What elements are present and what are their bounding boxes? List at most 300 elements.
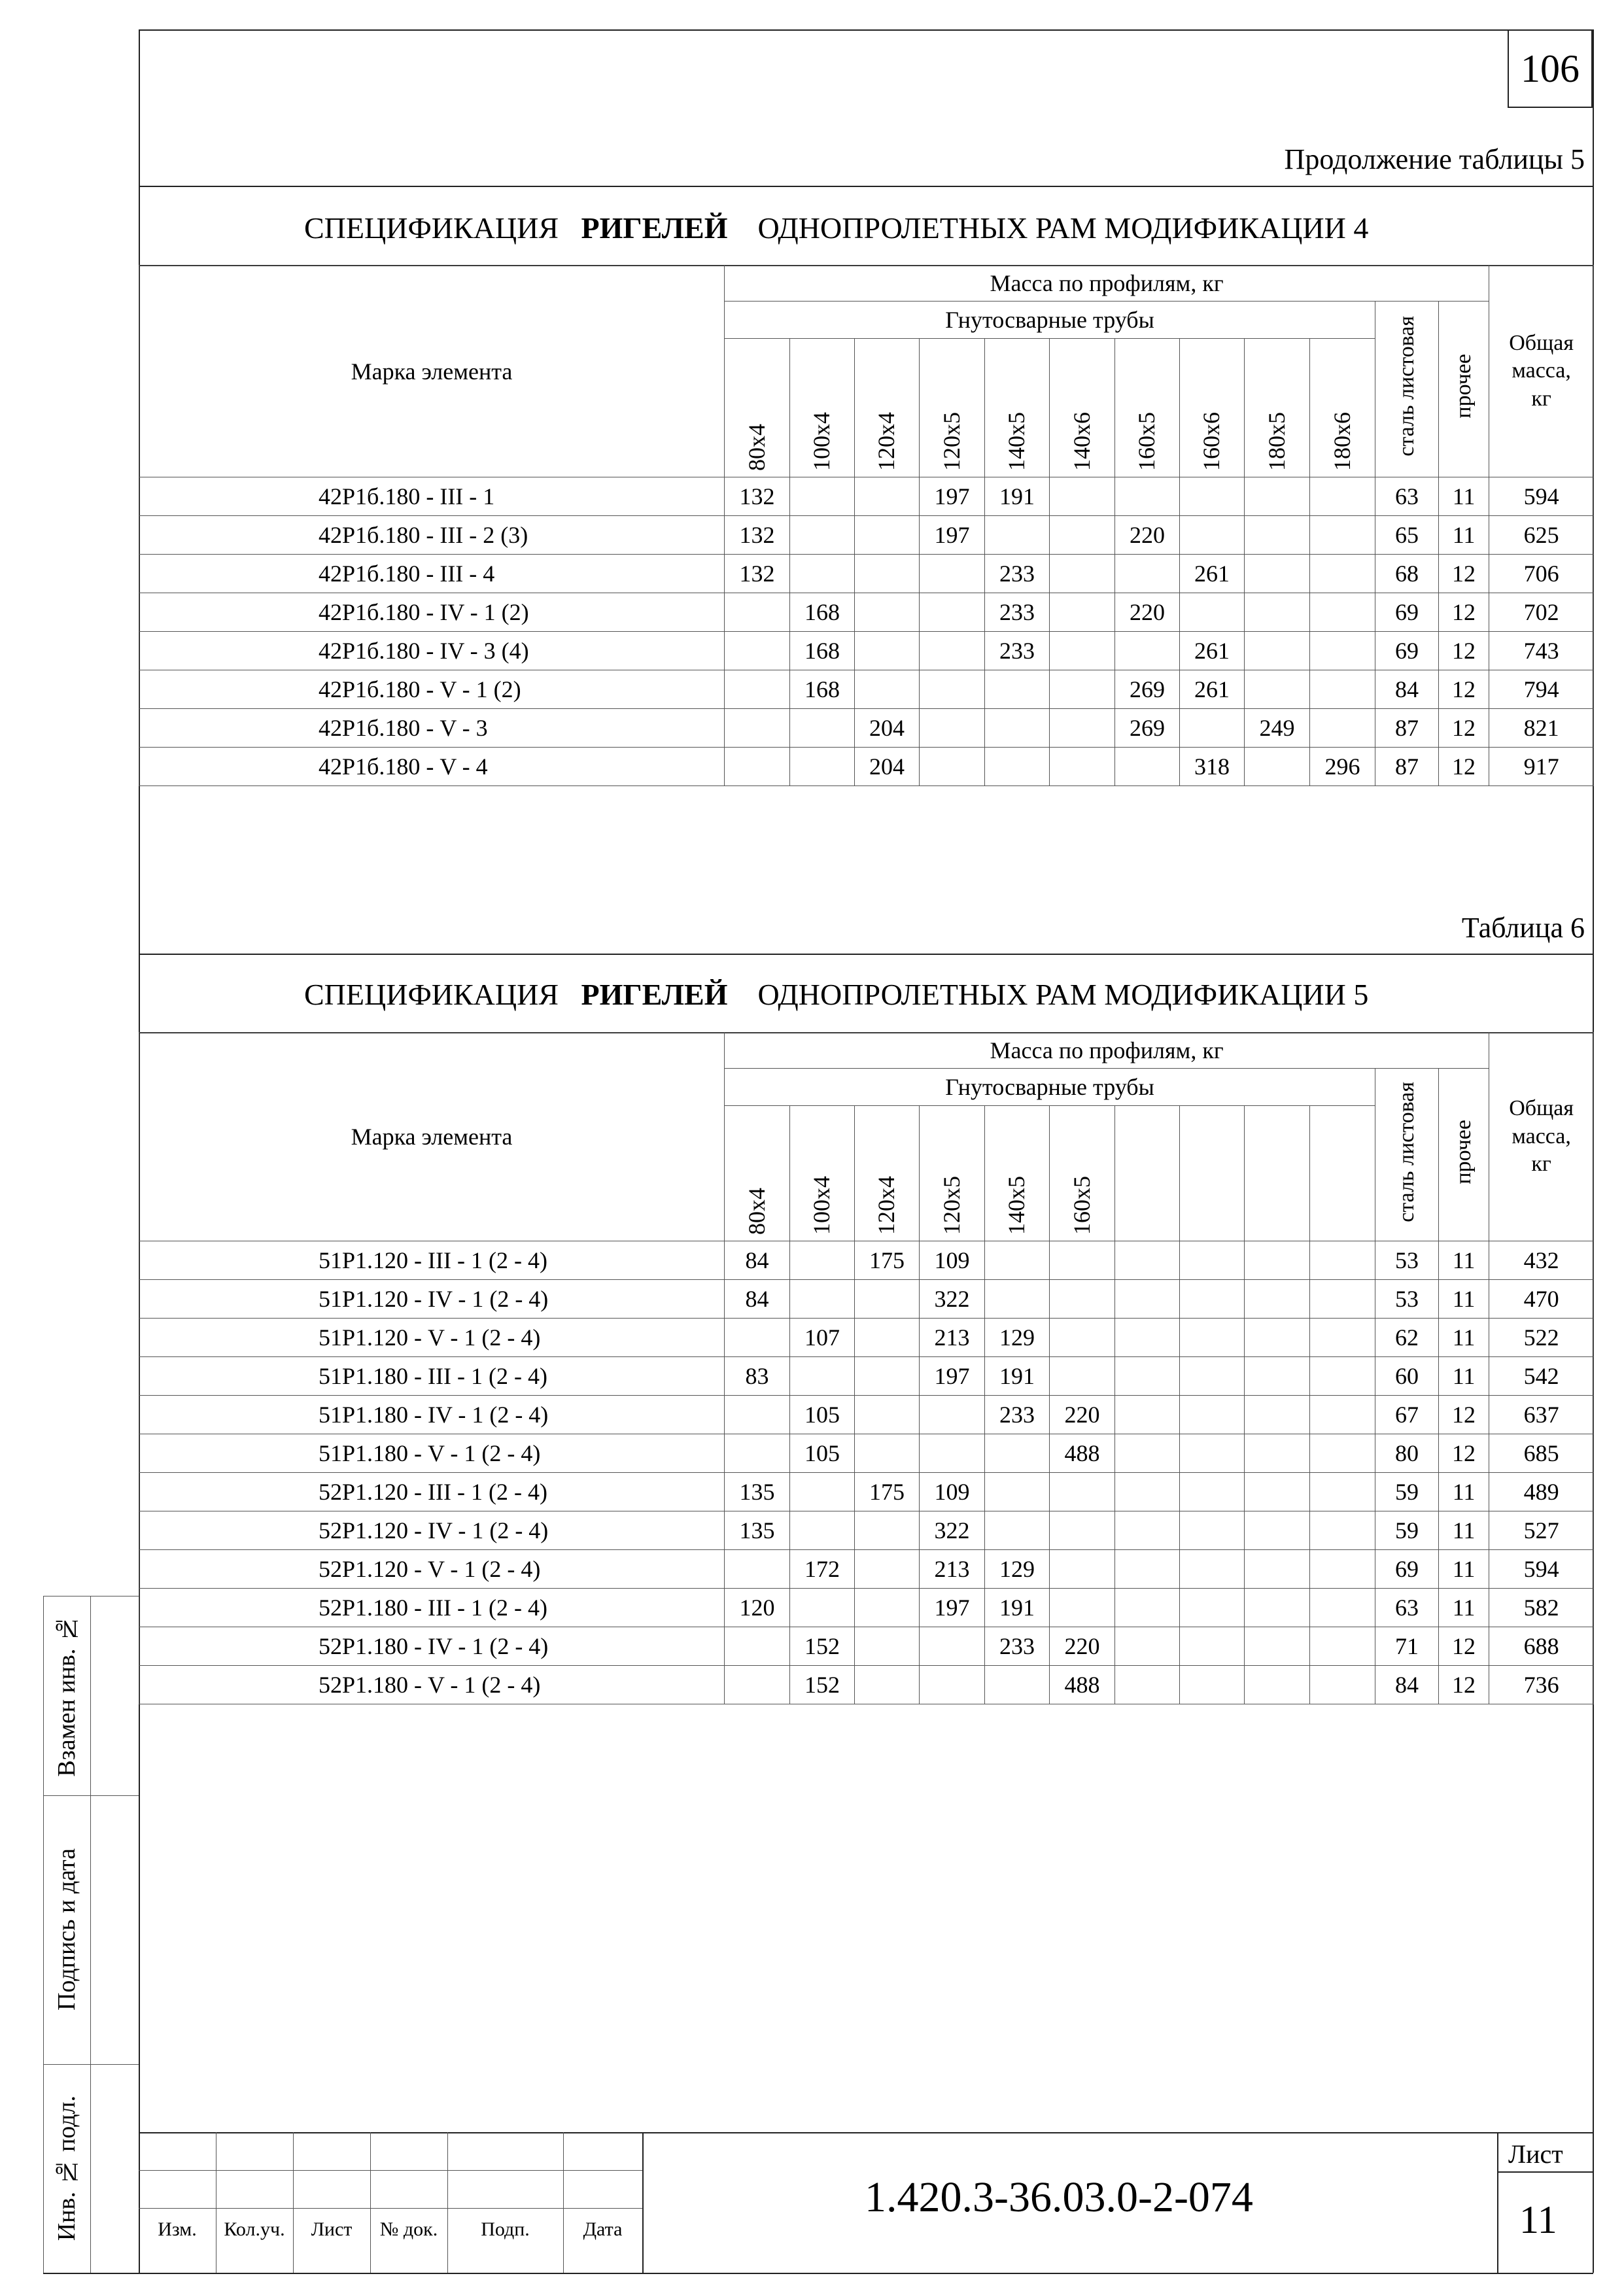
row-mass-cell: [855, 1550, 920, 1589]
profile-header: [920, 1106, 985, 1241]
row-total: 685: [1489, 1434, 1594, 1473]
row-mass-cell: 213: [920, 1550, 985, 1589]
profile-header: [1050, 1106, 1115, 1241]
header-steel-cell: [1375, 1069, 1439, 1241]
sidebar-inventory-cell: [43, 2064, 90, 2273]
row-mass-cell: [855, 1511, 920, 1550]
row-total: 489: [1489, 1473, 1594, 1511]
header-steel: сталь листовая: [1394, 1081, 1419, 1222]
stamp-sheet-left-line: [1497, 2132, 1498, 2273]
row-mass-cell: [920, 632, 985, 670]
row-mass-cell: [985, 516, 1050, 555]
table-row: [139, 555, 1594, 593]
row-mass-cell: 269: [1115, 670, 1180, 709]
row-mass-cell: [1050, 1241, 1115, 1280]
row-mass-cell: 197: [920, 1357, 985, 1396]
row-mass-cell: [1050, 1319, 1115, 1357]
profile-header: [1180, 1106, 1245, 1241]
row-mass-cell: [1245, 1627, 1310, 1666]
row-mass-cell: [855, 1434, 920, 1473]
stamp-col-line-6: [642, 2132, 644, 2273]
header-total-1: Общая: [1509, 330, 1574, 355]
table5-title-post: ОДНОПРОЛЕТНЫХ РАМ МОДИФИКАЦИИ 4: [757, 211, 1369, 245]
profile-header-label: 160х5: [1133, 412, 1160, 471]
row-mass-cell: 83: [725, 1357, 790, 1396]
profile-header-label: 120х4: [873, 1176, 900, 1235]
profile-header: [855, 1106, 920, 1241]
row-mass-cell: [1180, 1550, 1245, 1589]
row-mass-cell: [1115, 1280, 1180, 1319]
profile-header-label: 100х4: [808, 412, 835, 471]
row-mass-cell: [985, 670, 1050, 709]
row-mass-cell: [1180, 1280, 1245, 1319]
stamp-izm: Изм.: [158, 2218, 197, 2240]
profile-header-label: 120х4: [873, 412, 900, 471]
row-steel: 68: [1375, 555, 1439, 593]
row-mass-cell: [790, 555, 855, 593]
row-mark: 42Р1б.180 - III - 1: [139, 477, 725, 516]
profile-header-label: 180х5: [1263, 412, 1290, 471]
sheet-label: Лист: [1508, 2139, 1563, 2169]
stamp-ndoc: № док.: [379, 2218, 438, 2240]
row-mass-cell: [1310, 1627, 1375, 1666]
row-mass-cell: [1050, 632, 1115, 670]
row-mark: 42Р1б.180 - V - 1 (2): [139, 670, 725, 709]
header-steel-cell: [1375, 302, 1439, 477]
row-mass-cell: [1115, 1589, 1180, 1627]
row-mass-cell: [725, 632, 790, 670]
row-mass-cell: [1245, 1241, 1310, 1280]
table-row: [139, 1319, 1594, 1357]
row-mass-cell: [790, 1473, 855, 1511]
row-mass-cell: 191: [985, 477, 1050, 516]
row-mass-cell: [725, 748, 790, 786]
row-mass-cell: [1050, 1280, 1115, 1319]
header-mass: Масса по профилям, кг: [725, 1033, 1489, 1069]
table-row: [139, 1550, 1594, 1589]
row-mass-cell: 197: [920, 477, 985, 516]
row-mass-cell: 132: [725, 477, 790, 516]
row-steel: 60: [1375, 1357, 1439, 1396]
table-row: [139, 1280, 1594, 1319]
sidebar-replace-cell: [43, 1596, 90, 1795]
row-mass-cell: 233: [985, 632, 1050, 670]
sidebar-signature: Подпись и дата: [53, 1848, 80, 2011]
row-other: 11: [1439, 1589, 1489, 1627]
header-total-2: масса,: [1512, 1124, 1571, 1148]
row-total: 522: [1489, 1319, 1594, 1357]
row-mass-cell: [1180, 1396, 1245, 1434]
row-mass-cell: [1245, 1357, 1310, 1396]
table5-title-bold: РИГЕЛЕЙ: [581, 211, 728, 245]
row-mass-cell: 261: [1180, 670, 1245, 709]
row-mass-cell: [920, 555, 985, 593]
row-mass-cell: [985, 1511, 1050, 1550]
row-other: 11: [1439, 1357, 1489, 1396]
row-mass-cell: 269: [1115, 709, 1180, 748]
row-mass-cell: [725, 1434, 790, 1473]
profile-header: [985, 339, 1050, 477]
row-mass-cell: [1115, 1666, 1180, 1704]
stamp-col-line-5: [563, 2132, 564, 2273]
header-total-3: кг: [1531, 386, 1551, 411]
table-row: [139, 1473, 1594, 1511]
row-total: 527: [1489, 1511, 1594, 1550]
row-mass-cell: [1050, 555, 1115, 593]
table-row: [139, 1666, 1594, 1704]
stamp-row-line-2: [139, 2208, 642, 2209]
row-mass-cell: [1050, 1357, 1115, 1396]
row-total: 594: [1489, 1550, 1594, 1589]
table-row: [139, 477, 1594, 516]
row-total: 594: [1489, 477, 1594, 516]
table-row: [139, 709, 1594, 748]
row-mass-cell: 175: [855, 1241, 920, 1280]
table-row: [139, 1434, 1594, 1473]
table6-title-bold: РИГЕЛЕЙ: [581, 978, 728, 1011]
stamp-kol: Кол.уч.: [224, 2218, 285, 2240]
header-other-cell: [1439, 302, 1489, 477]
row-steel: 69: [1375, 632, 1439, 670]
row-mass-cell: 233: [985, 1396, 1050, 1434]
row-mass-cell: 233: [985, 593, 1050, 632]
row-mass-cell: 175: [855, 1473, 920, 1511]
row-total: 743: [1489, 632, 1594, 670]
row-mass-cell: [1245, 516, 1310, 555]
row-mass-cell: [1310, 1434, 1375, 1473]
row-other: 11: [1439, 1473, 1489, 1511]
row-mass-cell: [725, 1550, 790, 1589]
header-total: [1489, 1033, 1594, 1241]
row-mass-cell: [1115, 555, 1180, 593]
row-steel: 67: [1375, 1396, 1439, 1434]
row-mass-cell: [920, 1396, 985, 1434]
row-mass-cell: [1180, 1319, 1245, 1357]
row-mass-cell: [1115, 748, 1180, 786]
row-mass-cell: [725, 593, 790, 632]
profile-header-label: 140х6: [1068, 412, 1095, 471]
profile-header-label: 120х5: [938, 412, 965, 471]
row-mass-cell: [920, 1627, 985, 1666]
row-mass-cell: 105: [790, 1434, 855, 1473]
profile-header: [920, 339, 985, 477]
row-mass-cell: 318: [1180, 748, 1245, 786]
row-mass-cell: [855, 1319, 920, 1357]
row-mass-cell: [725, 1319, 790, 1357]
row-mass-cell: 204: [855, 748, 920, 786]
table-row: [139, 632, 1594, 670]
row-mass-cell: [985, 1473, 1050, 1511]
row-mass-cell: 322: [920, 1280, 985, 1319]
row-mass-cell: [1245, 1396, 1310, 1434]
row-mass-cell: [855, 516, 920, 555]
table5: [139, 265, 1594, 786]
header-mark: Марка элемента: [139, 1033, 725, 1241]
stamp-col-line-3: [370, 2132, 371, 2273]
row-mass-cell: [790, 477, 855, 516]
row-mass-cell: [920, 1434, 985, 1473]
row-mass-cell: [1115, 1241, 1180, 1280]
stamp-list: Лист: [311, 2218, 353, 2240]
profile-header-label: 160х6: [1198, 412, 1225, 471]
row-steel: 63: [1375, 477, 1439, 516]
stamp-data: Дата: [583, 2218, 623, 2240]
row-mass-cell: [855, 555, 920, 593]
profile-header: [1180, 339, 1245, 477]
row-mass-cell: [920, 670, 985, 709]
header-steel: сталь листовая: [1394, 316, 1419, 457]
row-mass-cell: [855, 593, 920, 632]
row-mass-cell: 168: [790, 670, 855, 709]
row-mass-cell: 129: [985, 1319, 1050, 1357]
header-total-3: кг: [1531, 1152, 1551, 1177]
row-mark: 52Р1.180 - III - 1 (2 - 4): [139, 1589, 725, 1627]
row-steel: 87: [1375, 748, 1439, 786]
profile-header: [985, 1106, 1050, 1241]
profile-header: [1050, 339, 1115, 477]
profile-header: [1245, 339, 1310, 477]
row-mass-cell: [855, 1589, 920, 1627]
table6-title: [304, 977, 1368, 1012]
row-mass-cell: 296: [1310, 748, 1375, 786]
profile-header: [725, 1106, 790, 1241]
row-other: 11: [1439, 1241, 1489, 1280]
row-mass-cell: 197: [920, 516, 985, 555]
row-mass-cell: [1245, 1280, 1310, 1319]
row-mass-cell: 249: [1245, 709, 1310, 748]
row-other: 11: [1439, 1280, 1489, 1319]
row-mass-cell: 152: [790, 1666, 855, 1704]
row-mass-cell: [1245, 1511, 1310, 1550]
table6-caption: Таблица 6: [1461, 912, 1585, 944]
row-total: 637: [1489, 1396, 1594, 1434]
row-other: 12: [1439, 555, 1489, 593]
table-row: [139, 1627, 1594, 1666]
row-steel: 53: [1375, 1280, 1439, 1319]
row-mass-cell: [1245, 748, 1310, 786]
row-mark: 52Р1.180 - IV - 1 (2 - 4): [139, 1627, 725, 1666]
row-mass-cell: [1180, 1241, 1245, 1280]
row-mass-cell: 191: [985, 1589, 1050, 1627]
row-mass-cell: [855, 632, 920, 670]
row-total: 432: [1489, 1241, 1594, 1280]
row-mass-cell: [855, 1627, 920, 1666]
row-mass-cell: 220: [1050, 1627, 1115, 1666]
row-mass-cell: [1050, 1589, 1115, 1627]
profile-header-label: 120х5: [938, 1176, 965, 1235]
row-mass-cell: 152: [790, 1627, 855, 1666]
header-mark: Марка элемента: [139, 266, 725, 477]
row-mark: 42Р1б.180 - III - 4: [139, 555, 725, 593]
row-mark: 42Р1б.180 - V - 4: [139, 748, 725, 786]
row-other: 12: [1439, 1434, 1489, 1473]
table5-caption: Продолжение таблицы 5: [1284, 143, 1585, 175]
page-number-text: 106: [1521, 46, 1580, 90]
row-mass-cell: [1245, 1319, 1310, 1357]
row-mass-cell: [1115, 1357, 1180, 1396]
row-steel: 65: [1375, 516, 1439, 555]
row-mass-cell: [1245, 1550, 1310, 1589]
row-mass-cell: [1115, 1434, 1180, 1473]
row-mass-cell: [920, 709, 985, 748]
row-mass-cell: [1180, 477, 1245, 516]
row-mass-cell: [1310, 1550, 1375, 1589]
row-mass-cell: [1050, 670, 1115, 709]
stamp-sheet-divider: [1497, 2171, 1593, 2173]
row-mass-cell: [1115, 1550, 1180, 1589]
row-mass-cell: 168: [790, 593, 855, 632]
sidebar-replace: Взамен инв. №: [53, 1614, 80, 1777]
stamp-col-line-2: [293, 2132, 294, 2273]
header-total-1: Общая: [1509, 1096, 1574, 1121]
row-mass-cell: [1310, 1357, 1375, 1396]
row-mass-cell: [1310, 1473, 1375, 1511]
row-mass-cell: [985, 1434, 1050, 1473]
row-mass-cell: 233: [985, 1627, 1050, 1666]
row-mark: 42Р1б.180 - IV - 1 (2): [139, 593, 725, 632]
row-mark: 42Р1б.180 - III - 2 (3): [139, 516, 725, 555]
row-other: 12: [1439, 709, 1489, 748]
row-mass-cell: 261: [1180, 555, 1245, 593]
row-mass-cell: [985, 1280, 1050, 1319]
row-mass-cell: [1310, 516, 1375, 555]
row-mass-cell: [1050, 709, 1115, 748]
row-mass-cell: [1180, 709, 1245, 748]
header-total: [1489, 266, 1594, 477]
sidebar-inventory: Инв. № подл.: [53, 2096, 80, 2241]
row-mark: 51Р1.180 - V - 1 (2 - 4): [139, 1434, 725, 1473]
row-other: 11: [1439, 1319, 1489, 1357]
row-other: 12: [1439, 632, 1489, 670]
row-mark: 42Р1б.180 - IV - 3 (4): [139, 632, 725, 670]
row-mass-cell: [1050, 748, 1115, 786]
row-mass-cell: [1180, 1589, 1245, 1627]
header-other: прочее: [1451, 1119, 1476, 1184]
row-mass-cell: 191: [985, 1357, 1050, 1396]
row-mass-cell: [1180, 516, 1245, 555]
row-mass-cell: 220: [1115, 593, 1180, 632]
profile-header-label: 180х6: [1328, 412, 1355, 471]
profile-header: [1115, 1106, 1180, 1241]
profile-header-label: 140х5: [1003, 1176, 1030, 1235]
row-steel: 84: [1375, 1666, 1439, 1704]
row-mass-cell: [1115, 632, 1180, 670]
row-mass-cell: 105: [790, 1396, 855, 1434]
row-mass-cell: 132: [725, 516, 790, 555]
row-mass-cell: [1050, 1550, 1115, 1589]
row-total: 688: [1489, 1627, 1594, 1666]
row-mass-cell: [1180, 1357, 1245, 1396]
row-mass-cell: [1310, 709, 1375, 748]
profile-header-label: 80х4: [743, 424, 770, 471]
row-mass-cell: [790, 1241, 855, 1280]
table-row: [139, 516, 1594, 555]
row-mass-cell: [1050, 1511, 1115, 1550]
row-other: 11: [1439, 1550, 1489, 1589]
row-mass-cell: [1245, 1589, 1310, 1627]
stamp-top-line: [139, 2132, 1593, 2133]
table6-title-post: ОДНОПРОЛЕТНЫХ РАМ МОДИФИКАЦИИ 5: [757, 978, 1369, 1011]
row-mass-cell: 168: [790, 632, 855, 670]
row-mass-cell: 261: [1180, 632, 1245, 670]
table-row: [139, 1511, 1594, 1550]
row-mass-cell: [1050, 1473, 1115, 1511]
profile-header: [1245, 1106, 1310, 1241]
profile-header: [1310, 1106, 1375, 1241]
page-number: [1508, 29, 1593, 108]
header-tubes: Гнутосварные трубы: [725, 1069, 1375, 1106]
table6-title-pre: СПЕЦИФИКАЦИЯ: [304, 978, 559, 1011]
row-mass-cell: [1310, 1241, 1375, 1280]
row-mass-cell: 220: [1115, 516, 1180, 555]
row-total: 706: [1489, 555, 1594, 593]
table-row: [139, 1589, 1594, 1627]
row-mass-cell: 120: [725, 1589, 790, 1627]
row-mass-cell: [985, 748, 1050, 786]
row-mass-cell: 129: [985, 1550, 1050, 1589]
row-steel: 63: [1375, 1589, 1439, 1627]
profile-header: [1115, 339, 1180, 477]
row-total: 702: [1489, 593, 1594, 632]
sidebar-signature-cell: [43, 1795, 90, 2064]
row-mark: 51Р1.180 - III - 1 (2 - 4): [139, 1357, 725, 1396]
stamp-podp: Подп.: [481, 2218, 530, 2240]
frame-bottom-border: [43, 2273, 1593, 2274]
row-mass-cell: 488: [1050, 1434, 1115, 1473]
row-mass-cell: [1310, 1511, 1375, 1550]
header-mass: Масса по профилям, кг: [725, 266, 1489, 302]
row-steel: 69: [1375, 593, 1439, 632]
row-total: 821: [1489, 709, 1594, 748]
row-mass-cell: [1310, 1666, 1375, 1704]
row-mass-cell: [1115, 1473, 1180, 1511]
row-mass-cell: [1180, 1511, 1245, 1550]
row-other: 12: [1439, 748, 1489, 786]
row-steel: 84: [1375, 670, 1439, 709]
row-other: 12: [1439, 1396, 1489, 1434]
row-mark: 51Р1.120 - V - 1 (2 - 4): [139, 1319, 725, 1357]
row-total: 582: [1489, 1589, 1594, 1627]
table6-caption-line: [139, 954, 1593, 955]
row-mass-cell: [790, 1280, 855, 1319]
row-mass-cell: [1310, 555, 1375, 593]
row-mass-cell: [920, 1666, 985, 1704]
frame-top-border: [139, 29, 1593, 31]
row-mass-cell: [920, 593, 985, 632]
row-mass-cell: [1310, 1319, 1375, 1357]
row-mass-cell: [985, 1241, 1050, 1280]
row-mark: 52Р1.120 - III - 1 (2 - 4): [139, 1473, 725, 1511]
row-mass-cell: [790, 748, 855, 786]
row-mass-cell: [1245, 593, 1310, 632]
stamp-col-line-4: [447, 2132, 448, 2273]
row-mass-cell: 107: [790, 1319, 855, 1357]
row-other: 12: [1439, 670, 1489, 709]
table6: [139, 1032, 1594, 1704]
row-mass-cell: [790, 1511, 855, 1550]
row-mass-cell: [855, 670, 920, 709]
row-mass-cell: [1180, 1473, 1245, 1511]
row-mass-cell: 197: [920, 1589, 985, 1627]
row-mass-cell: [1115, 1627, 1180, 1666]
row-mass-cell: [1245, 1666, 1310, 1704]
header-tubes: Гнутосварные трубы: [725, 302, 1375, 339]
row-steel: 69: [1375, 1550, 1439, 1589]
row-mass-cell: [855, 1357, 920, 1396]
row-other: 11: [1439, 1511, 1489, 1550]
document-number: 1.420.3-36.03.0-2-074: [865, 2173, 1253, 2221]
row-other: 11: [1439, 516, 1489, 555]
